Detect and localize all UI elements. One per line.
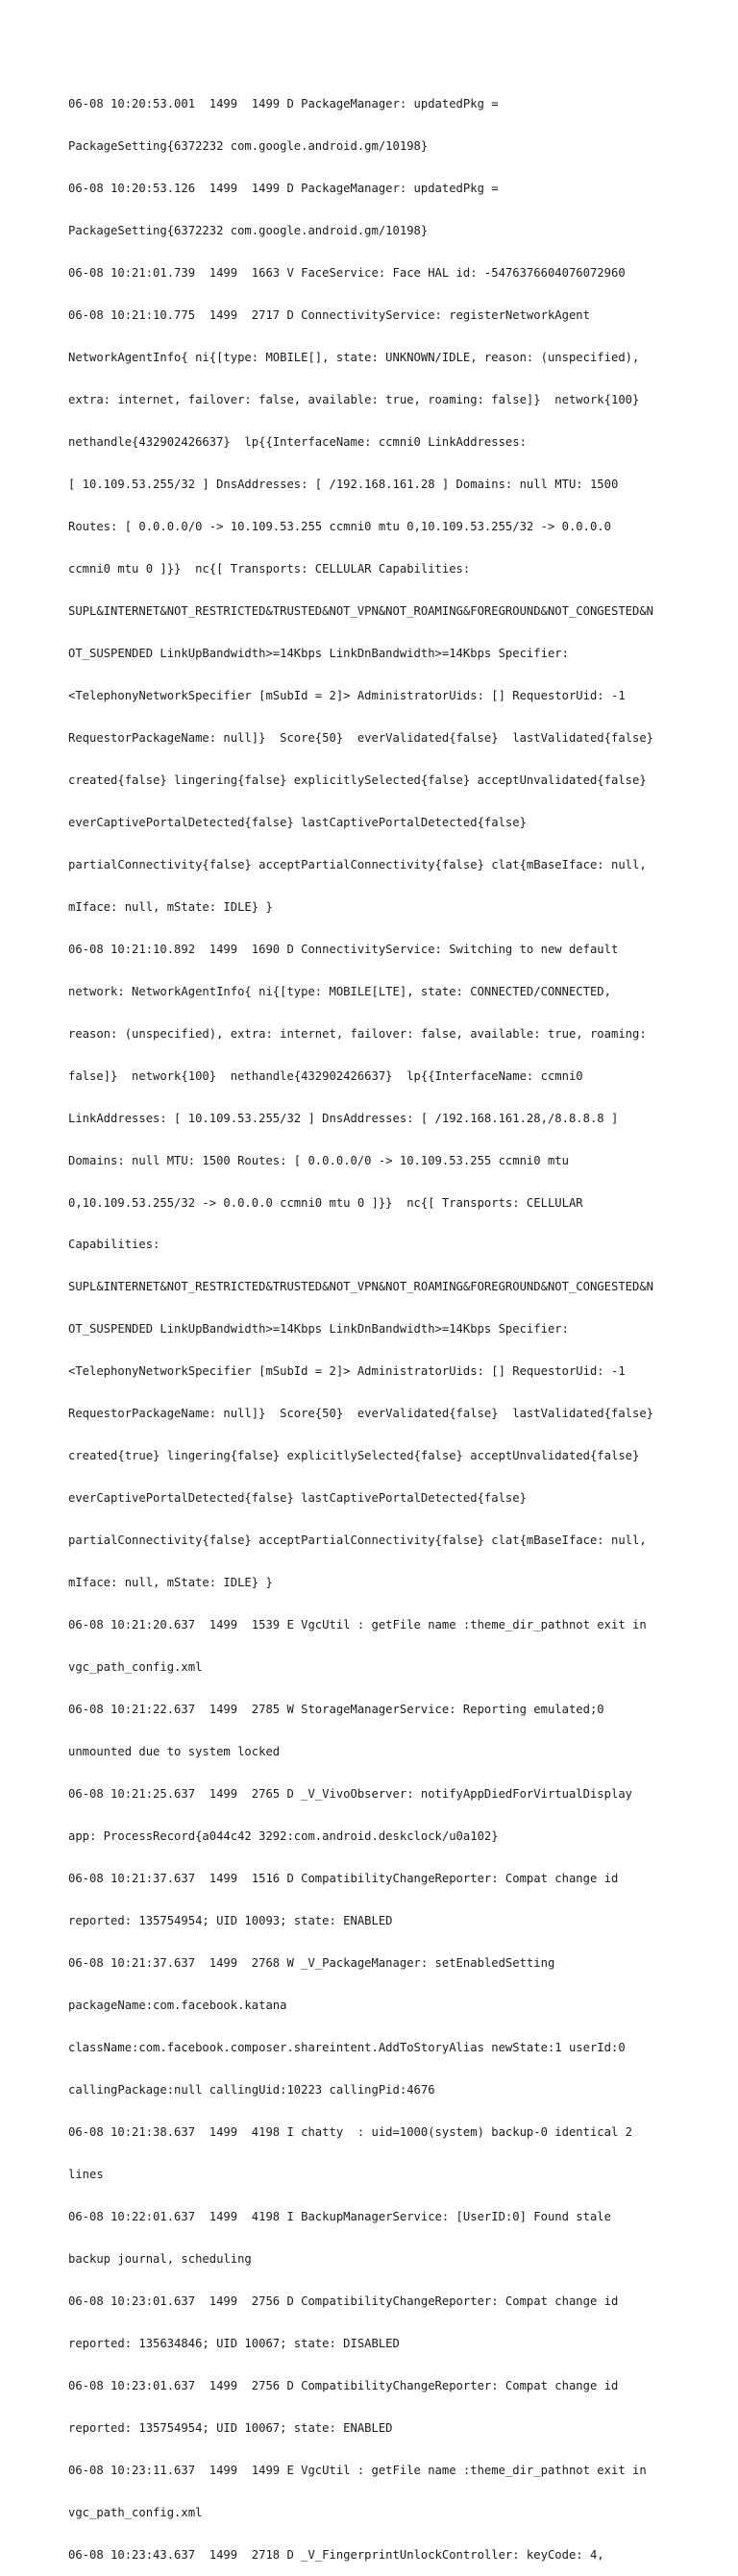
log-line: <TelephonyNetworkSpecifier [mSubId = 2]> AdministratorUids: [] RequestorUid: -1 <box>68 688 626 702</box>
log-line: 06-08 10:23:43.637 1499 2718 D _V_FingerprintUnlockController: keyCode: 4, <box>68 2547 604 2562</box>
log-line: 06-08 10:21:25.637 1499 2765 D _V_VivoObserver: notifyAppDiedForVirtualDisplay <box>68 1787 632 1802</box>
log-line: 06-08 10:21:10.775 1499 2717 D ConnectivityService: registerNetworkAgent <box>68 308 590 323</box>
log-line: 06-08 10:21:20.637 1499 1539 E VgcUtil : getFile name :theme_dir_pathnot exit in <box>68 1618 647 1632</box>
log-line: OT_SUSPENDED LinkUpBandwidth>=14Kbps LinkDnBandwidth>=14Kbps Specifier: <box>68 646 569 660</box>
log-line: backup journal, scheduling <box>68 2251 252 2266</box>
log-line: RequestorPackageName: null]} Score{50} everValidated{false} lastValidated{false} <box>68 1407 654 1421</box>
log-line: PackageSetting{6372232 com.google.android.gm/10198} <box>68 224 429 238</box>
log-line: [ 10.109.53.255/32 ] DnsAddresses: [ /192.168.161.28 ] Domains: null MTU: 1500 <box>68 478 619 492</box>
log-line: everCaptivePortalDetected{false} lastCaptivePortalDetected{false} <box>68 1491 527 1506</box>
log-line: reported: 135754954; UID 10067; state: ENABLED <box>68 2420 393 2435</box>
log-line: partialConnectivity{false} acceptPartialConnectivity{false} clat{mBaseIface: null, <box>68 857 647 871</box>
log-line: <TelephonyNetworkSpecifier [mSubId = 2]> AdministratorUids: [] RequestorUid: -1 <box>68 1364 626 1379</box>
log-text-view <box>68 69 683 2576</box>
log-line: RequestorPackageName: null]} Score{50} everValidated{false} lastValidated{false} <box>68 730 654 745</box>
log-line: 06-08 10:21:37.637 1499 1516 D CompatibilityChangeReporter: Compat change id <box>68 1872 619 1885</box>
log-line: 06-08 10:21:38.637 1499 4198 I chatty : uid=1000(system) backup-0 identical 2 <box>68 2124 632 2139</box>
log-line: reported: 135634846; UID 10067; state: DISABLED <box>68 2336 400 2350</box>
log-line: false]} network{100} nethandle{432902426637} lp{{InterfaceName: ccmni0 <box>68 1068 583 1083</box>
log-line: 06-08 10:22:01.637 1499 4198 I BackupManagerService: [UserID:0] Found stale <box>68 2209 611 2223</box>
log-line: created{false} lingering{false} explicitlySelected{false} acceptUnvalidated{false} <box>68 773 647 787</box>
log-line: className:com.facebook.composer.shareintent.AddToStoryAlias newState:1 userId:0 <box>68 2040 626 2054</box>
log-line: 06-08 10:21:37.637 1499 2768 W _V_PackageManager: setEnabledSetting <box>68 1955 555 1970</box>
log-line: packageName:com.facebook.katana <box>68 1998 287 2012</box>
log-line: network: NetworkAgentInfo{ ni{[type: MOBILE[LTE], state: CONNECTED/CONNECTED, <box>68 984 611 998</box>
log-line: 06-08 10:21:22.637 1499 2785 W StorageManagerService: Reporting emulated;0 <box>68 1703 604 1717</box>
log-line: PackageSetting{6372232 com.google.android.gm/10198} <box>68 139 429 154</box>
log-line: app: ProcessRecord{a044c42 3292:com.android.deskclock/u0a102} <box>68 1829 499 1844</box>
log-line: Domains: null MTU: 1500 Routes: [ 0.0.0.0/0 -> 10.109.53.255 ccmni0 mtu <box>68 1153 569 1167</box>
log-line: mIface: null, mState: IDLE} } <box>68 1576 273 1590</box>
log-line: 0,10.109.53.255/32 -> 0.0.0.0 ccmni0 mtu 0 ]}} nc{[ Transports: CELLULAR <box>68 1195 583 1210</box>
log-line: SUPL&INTERNET&NOT_RESTRICTED&TRUSTED&NOT_VPN&NOT_ROAMING&FOREGROUND&NOT_CONGESTED&N <box>68 603 654 618</box>
log-line: nethandle{432902426637} lp{{InterfaceName: ccmni0 LinkAddresses: <box>68 435 527 450</box>
log-line: mIface: null, mState: IDLE} } <box>68 899 273 914</box>
log-line: everCaptivePortalDetected{false} lastCaptivePortalDetected{false} <box>68 815 527 829</box>
log-line: Routes: [ 0.0.0.0/0 -> 10.109.53.255 ccmni0 mtu 0,10.109.53.255/32 -> 0.0.0.0 <box>68 520 611 533</box>
log-line: vgc_path_config.xml <box>68 2505 203 2519</box>
log-line: reported: 135754954; UID 10093; state: ENABLED <box>68 1913 393 1927</box>
log-line: partialConnectivity{false} acceptPartialConnectivity{false} clat{mBaseIface: null, <box>68 1533 647 1548</box>
log-line: extra: internet, failover: false, available: true, roaming: false]} network{100} <box>68 393 640 407</box>
log-line: OT_SUSPENDED LinkUpBandwidth>=14Kbps LinkDnBandwidth>=14Kbps Specifier: <box>68 1322 569 1337</box>
log-line: 06-08 10:23:01.637 1499 2756 D CompatibilityChangeReporter: Compat change id <box>68 2294 619 2308</box>
log-line: callingPackage:null callingUid:10223 callingPid:4676 <box>68 2082 435 2097</box>
log-line: NetworkAgentInfo{ ni{[type: MOBILE[], state: UNKNOWN/IDLE, reason: (unspecified), <box>68 351 640 365</box>
log-line: ccmni0 mtu 0 ]}} nc{[ Transports: CELLULAR Capabilities: <box>68 561 471 576</box>
log-line: reason: (unspecified), extra: internet, failover: false, available: true, roaming: <box>68 1026 647 1041</box>
log-line: 06-08 10:20:53.001 1499 1499 D PackageManager: updatedPkg = <box>68 97 499 111</box>
log-line: SUPL&INTERNET&NOT_RESTRICTED&TRUSTED&NOT_VPN&NOT_ROAMING&FOREGROUND&NOT_CONGESTED&N <box>68 1280 654 1294</box>
log-line: unmounted due to system locked <box>68 1745 281 1759</box>
log-line: LinkAddresses: [ 10.109.53.255/32 ] DnsAddresses: [ /192.168.161.28,/8.8.8.8 ] <box>68 1111 619 1125</box>
log-line: lines <box>68 2167 104 2181</box>
log-line: created{true} lingering{false} explicitlySelected{false} acceptUnvalidated{false} <box>68 1449 640 1463</box>
log-line: vgc_path_config.xml <box>68 1660 203 1675</box>
log-line: 06-08 10:21:01.739 1499 1663 V FaceService: Face HAL id: -5476376604076072960 <box>68 266 626 281</box>
log-line: 06-08 10:20:53.126 1499 1499 D PackageManager: updatedPkg = <box>68 182 499 196</box>
log-line: 06-08 10:21:10.892 1499 1690 D ConnectivityService: Switching to new default <box>68 942 619 956</box>
log-line: Capabilities: <box>68 1238 160 1252</box>
log-line: 06-08 10:23:11.637 1499 1499 E VgcUtil : getFile name :theme_dir_pathnot exit in <box>68 2463 647 2477</box>
log-line: 06-08 10:23:01.637 1499 2756 D CompatibilityChangeReporter: Compat change id <box>68 2378 619 2392</box>
